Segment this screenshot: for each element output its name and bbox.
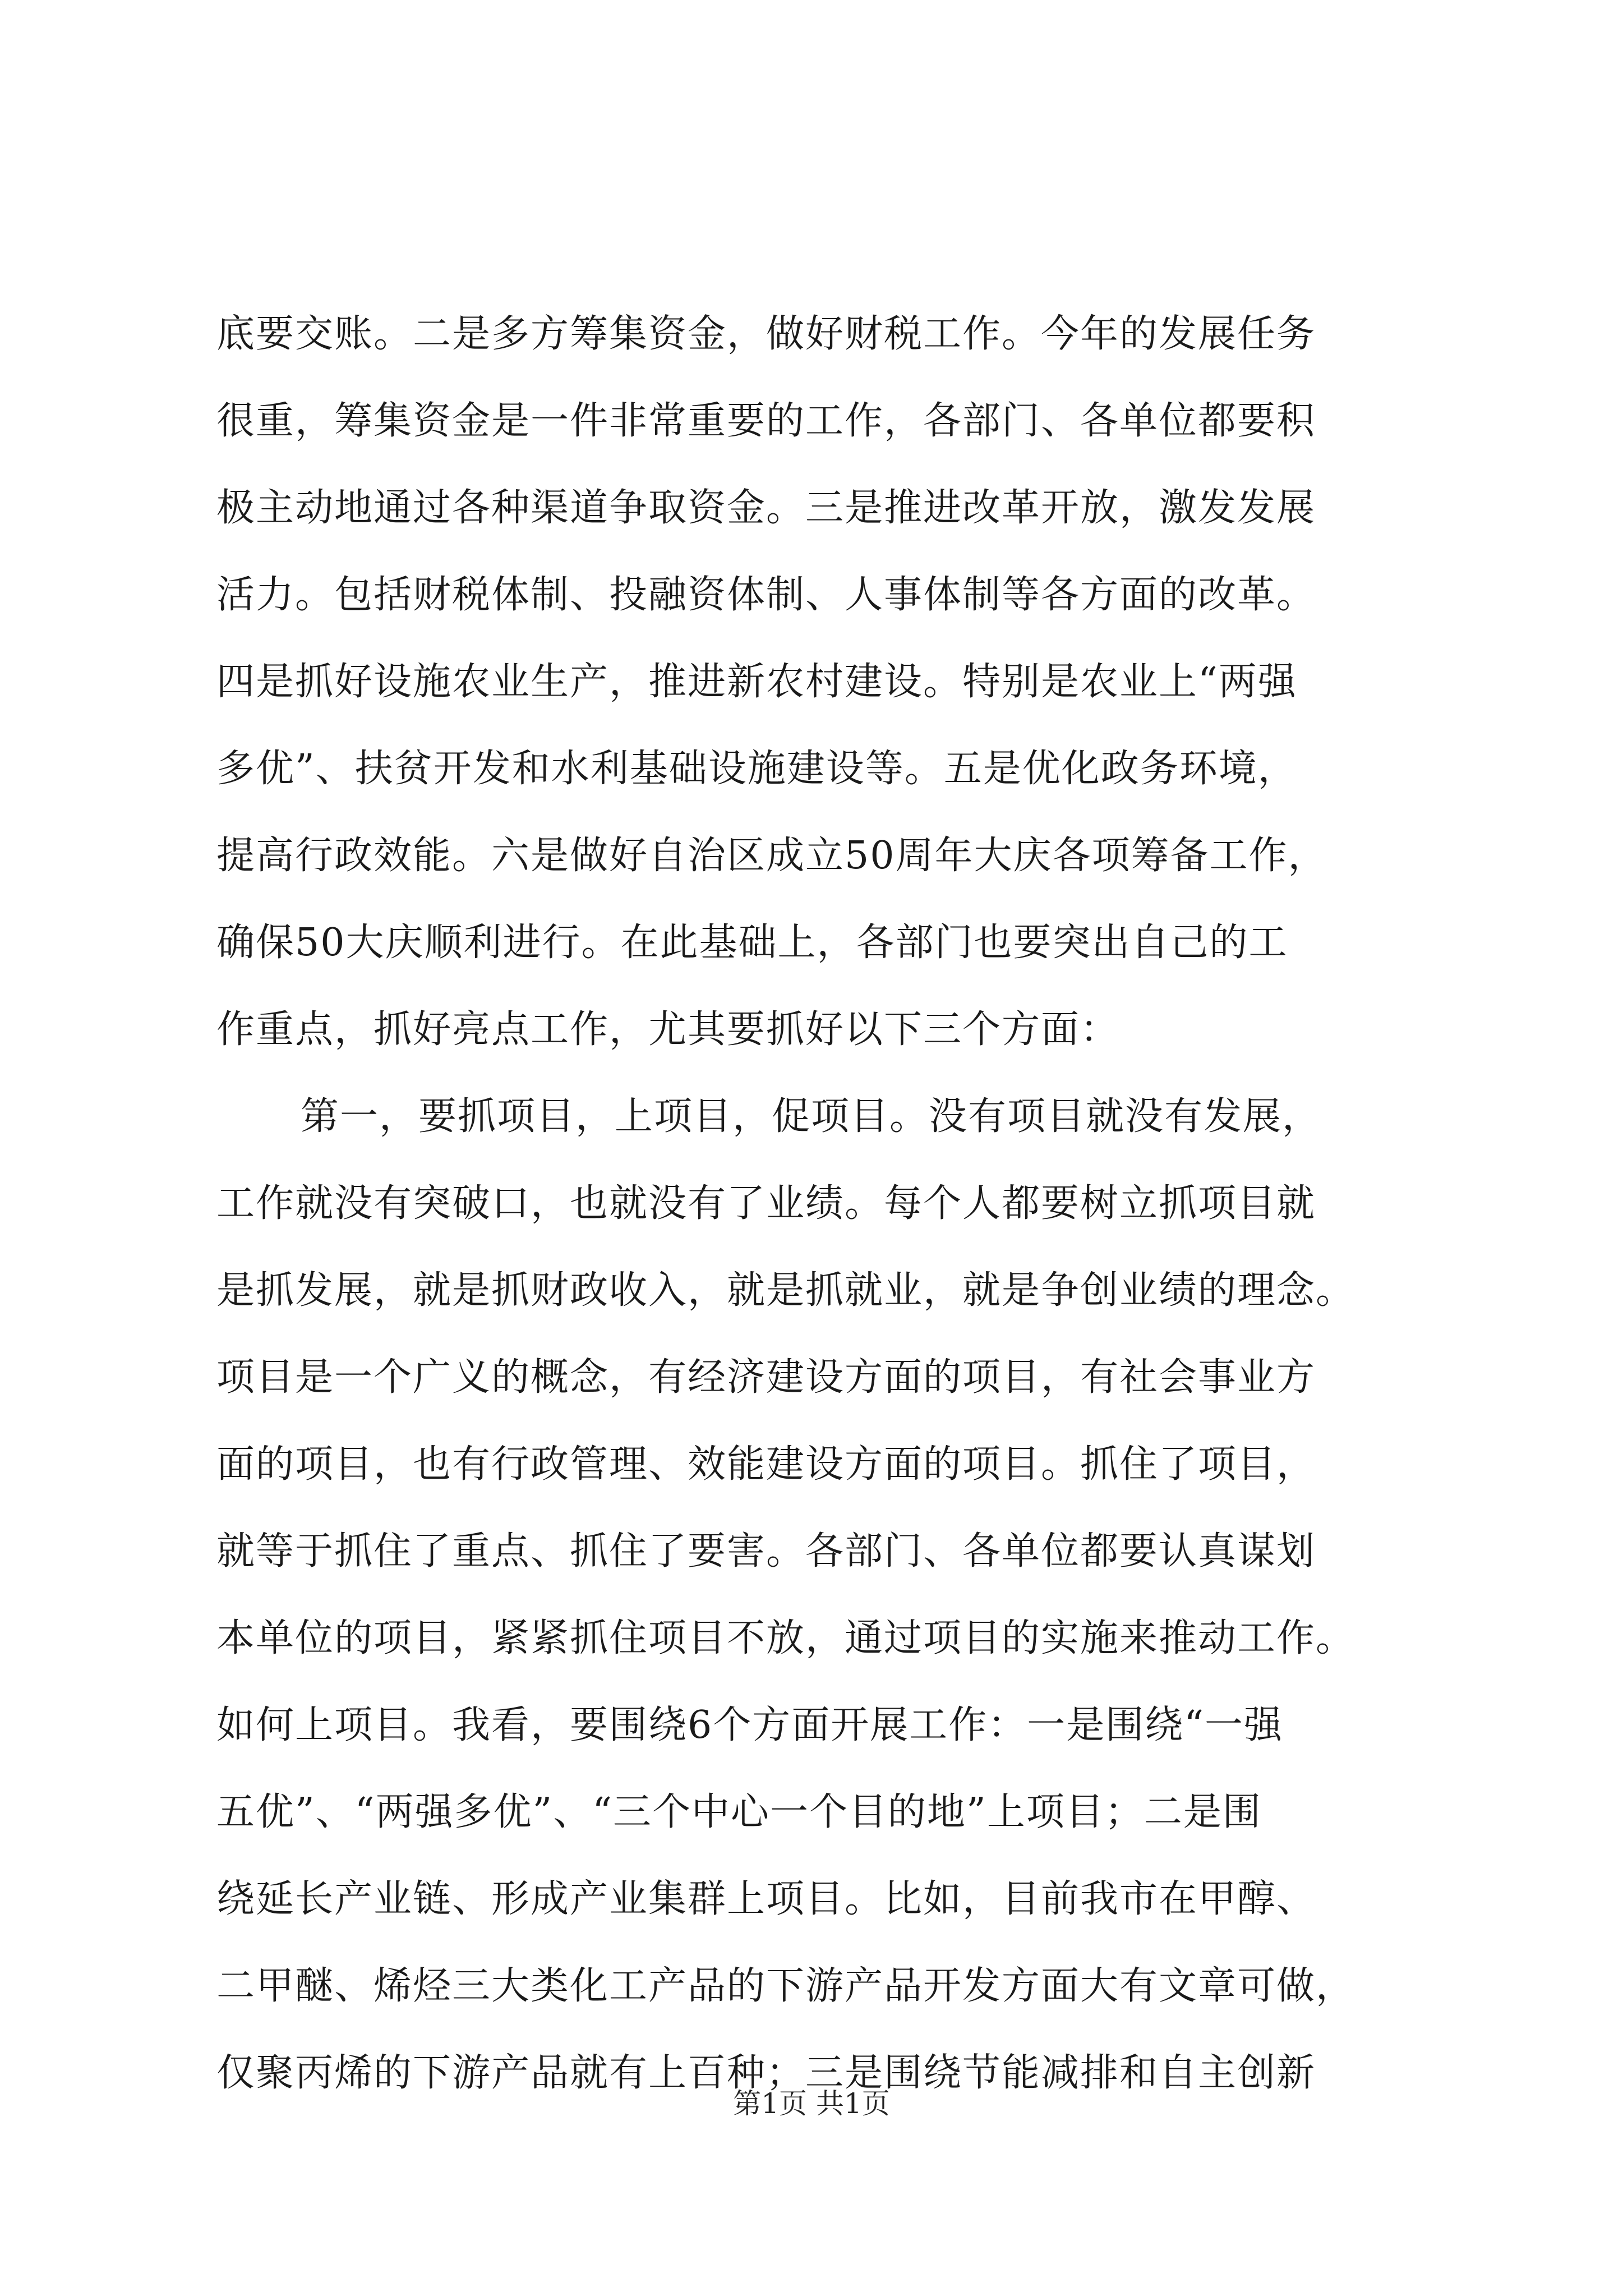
text-line: 本单位的项目，紧紧抓住项目不放，通过项目的实施来推动工作。 — [216, 1616, 1355, 1660]
text-line: 就等于抓住了重点、抓住了要害。各部门、各单位都要认真谋划 — [216, 1529, 1316, 1573]
text-line: 极主动地通过各种渠道争取资金。三是推进改革开放，激发发展 — [216, 486, 1316, 530]
text-line: 仅聚丙烯的下游产品就有上百种；三是围绕节能减排和自主创新 — [216, 2051, 1316, 2095]
text-line: 作重点，抓好亮点工作，尤其要抓好以下三个方面： — [216, 1007, 1120, 1052]
page-footer: 第1页 共1页 — [733, 2087, 890, 2120]
text-line: 活力。包括财税体制、投融资体制、人事体制等各方面的改革。 — [216, 573, 1316, 617]
text-line: 二甲醚、烯烃三大类化工产品的下游产品开发方面大有文章可做， — [216, 1964, 1355, 2008]
text-line: 很重，筹集资金是一件非常重要的工作，各部门、各单位都要积 — [216, 399, 1316, 443]
paragraph-first-line: 第一，要抓项目，上项目，促项目。没有项目就没有发展， — [301, 1094, 1322, 1139]
text-line: 如何上项目。我看，要围绕6个方面开展工作：一是围绕“一强 — [216, 1703, 1284, 1747]
text-line: 五优”、“两强多优”、“三个中心一个目的地”上项目；二是围 — [216, 1790, 1262, 1834]
text-line: 确保50大庆顺利进行。在此基础上，各部门也要突出自己的工 — [216, 921, 1288, 965]
text-line: 多优”、扶贫开发和水利基础设施建设等。五是优化政务环境， — [216, 747, 1297, 791]
text-line: 面的项目，也有行政管理、效能建设方面的项目。抓住了项目， — [216, 1442, 1316, 1487]
text-line: 四是抓好设施农业生产，推进新农村建设。特别是农业上“两强 — [216, 660, 1297, 704]
body-text — [216, 291, 1422, 2116]
text-line: 项目是一个广义的概念，有经济建设方面的项目，有社会事业方 — [216, 1355, 1316, 1400]
text-line: 工作就没有突破口，也就没有了业绩。每个人都要树立抓项目就 — [216, 1181, 1316, 1226]
text-line: 提高行政效能。六是做好自治区成立50周年大庆各项筹备工作， — [216, 834, 1327, 878]
text-line: 绕延长产业链、形成产业集群上项目。比如，目前我市在甲醇、 — [216, 1877, 1316, 1921]
text-line: 是抓发展，就是抓财政收入，就是抓就业，就是争创业绩的理念。 — [216, 1268, 1355, 1313]
text-line: 底要交账。二是多方筹集资金，做好财税工作。今年的发展任务 — [216, 312, 1316, 356]
